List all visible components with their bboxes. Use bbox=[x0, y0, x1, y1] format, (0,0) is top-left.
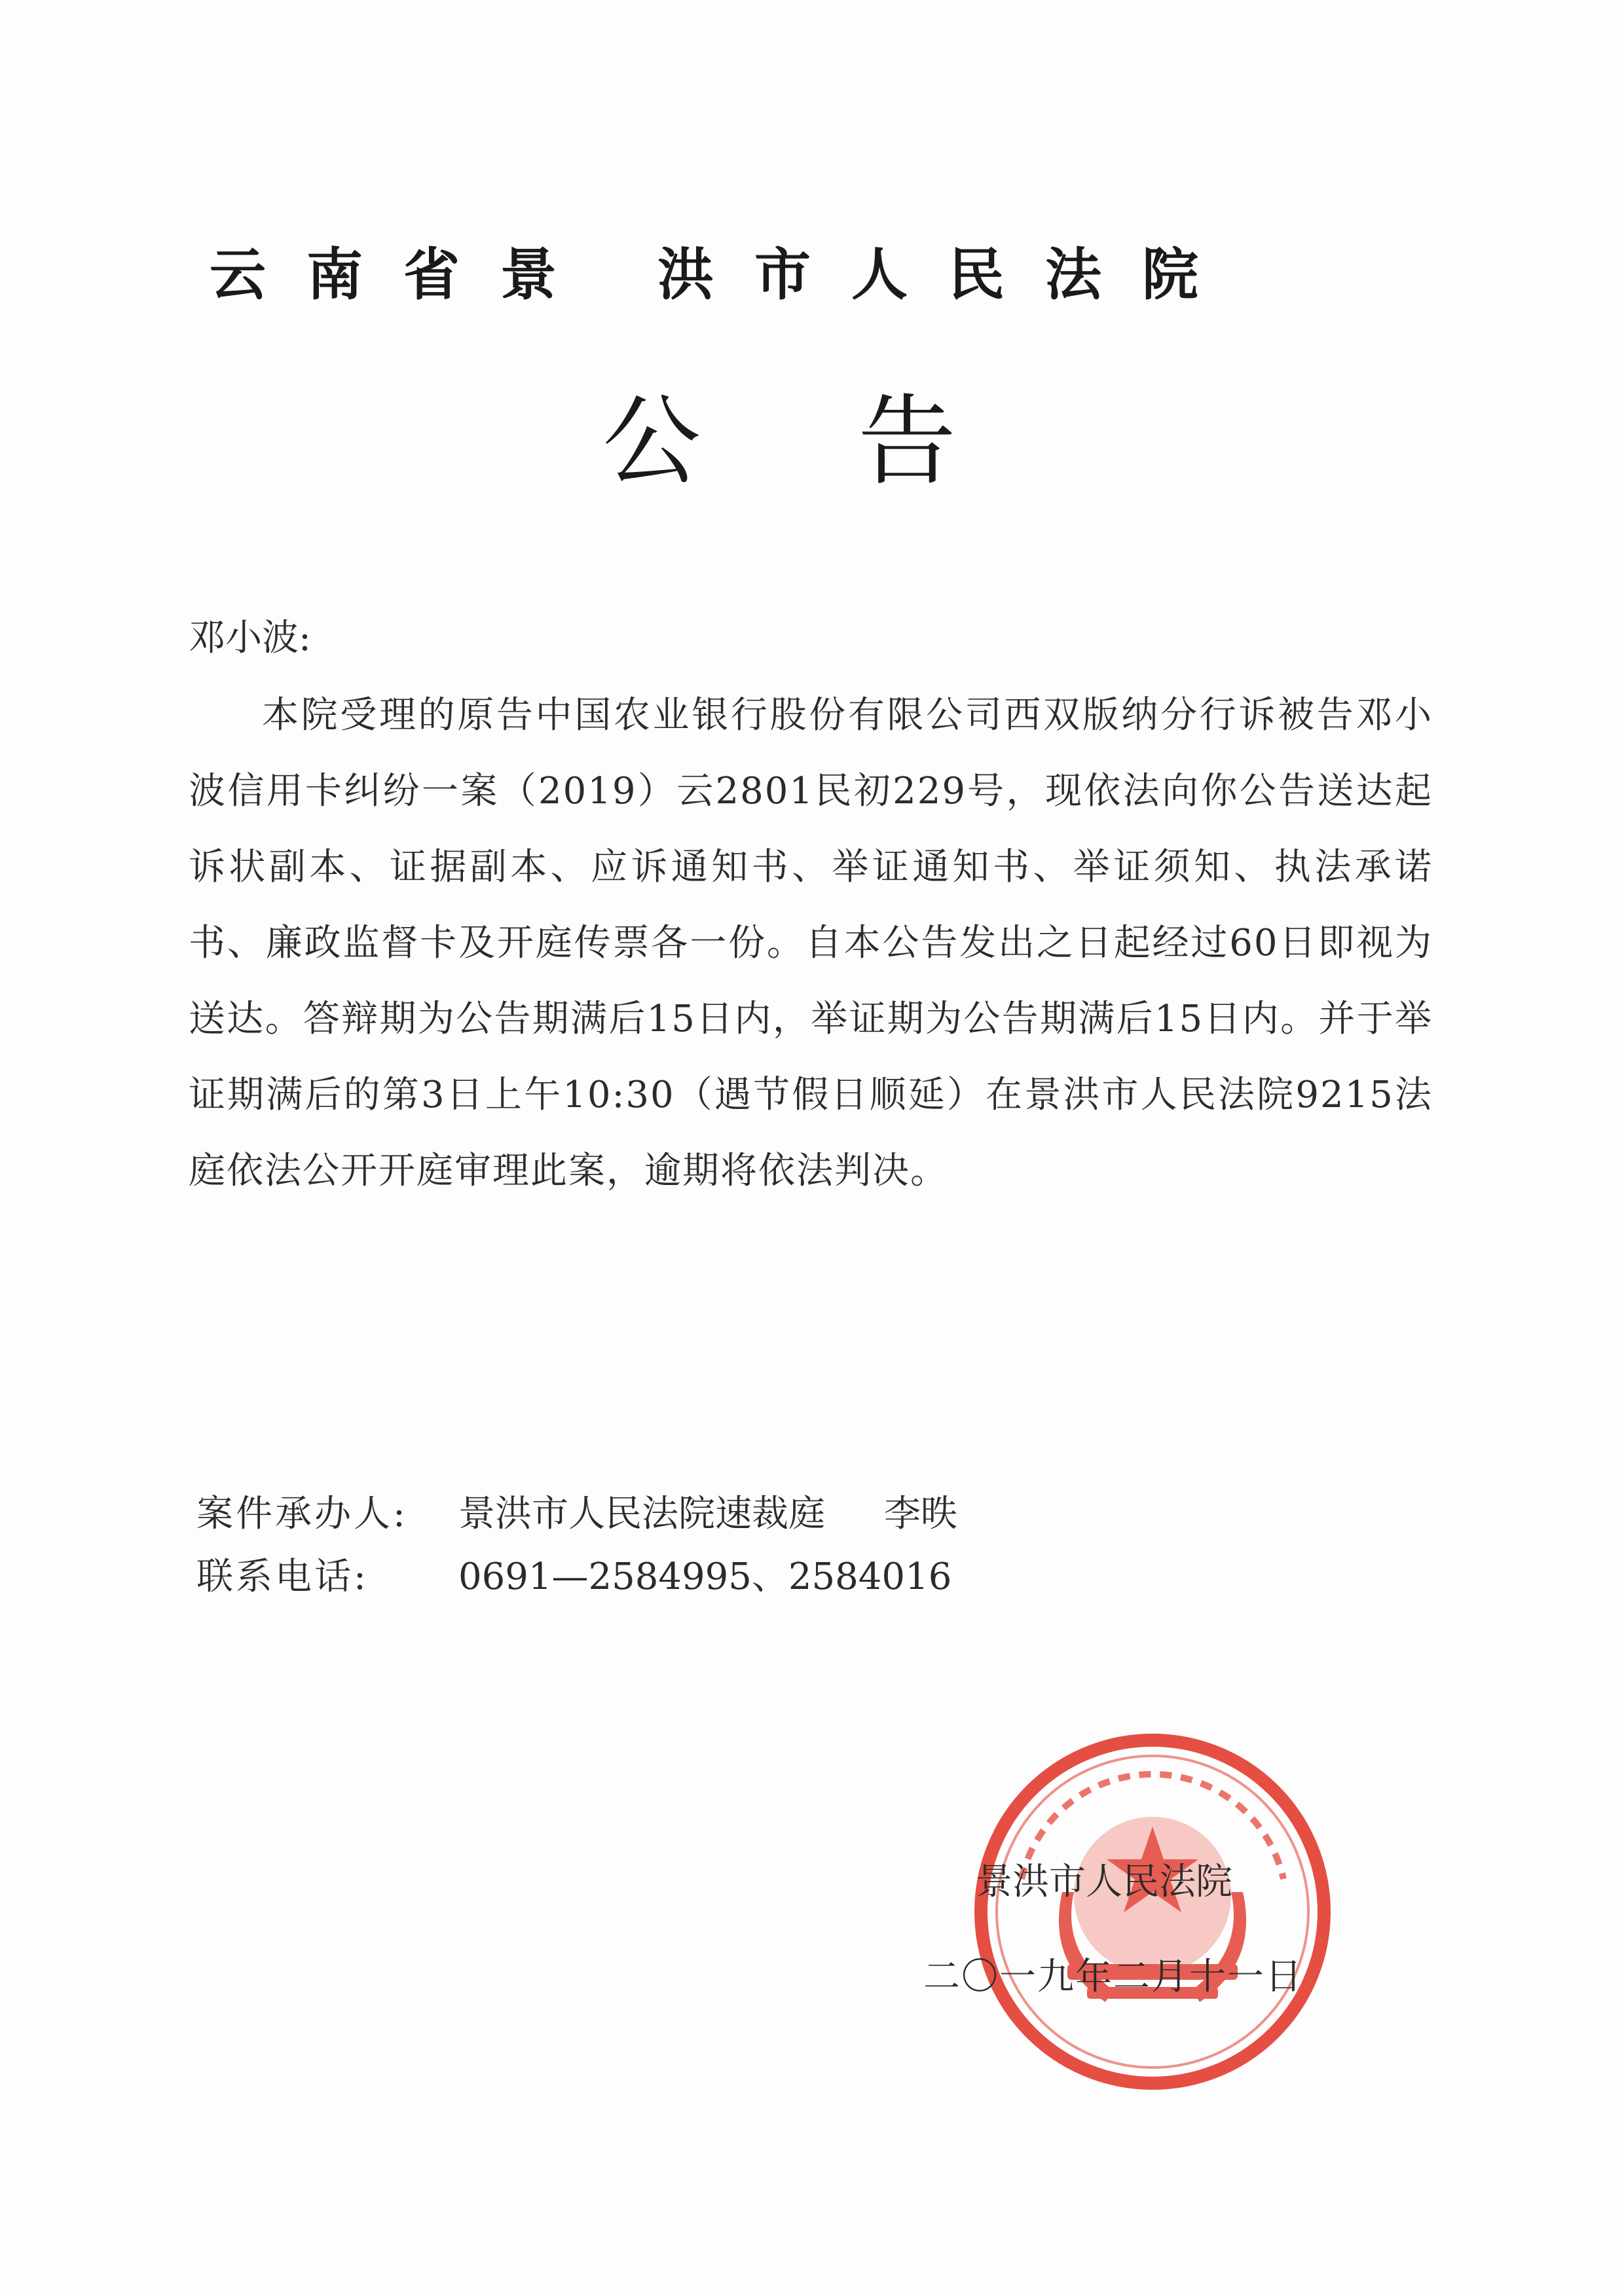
handler-name: 李昳 bbox=[884, 1493, 957, 1535]
handler-label: 案件承办人: bbox=[196, 1493, 408, 1535]
court-name-heading: 云南省景 洪市人民法院 bbox=[210, 242, 1239, 308]
phone-value: 0691—2584995、2584016 bbox=[458, 1556, 952, 1598]
phone-row bbox=[196, 1546, 957, 1609]
notice-body: 本院受理的原告中国农业银行股份有限公司西双版纳分行诉被告邓小波信用卡纠纷一案（2019）云2801民初229号，现依法向你公告送达起诉状副本、证据副本、应诉通知书、举证通知书、举证须知、执法承诺书、廉政监督卡及开庭传票各一份。自本公告发出之日起经过60日即视为送达。答辩期为公告期满后15日内，举证期为公告期满后15日内。并于举证期满后的第3日上午10:30（遇节假日顺延）在景洪市人民法院9215法庭依法公开开庭审理此案，逾期将依法判决。 bbox=[189, 694, 1433, 1192]
court-seal-icon bbox=[969, 1728, 1336, 2095]
phone-label: 联系电话: bbox=[196, 1556, 369, 1598]
contact-block bbox=[196, 1483, 957, 1609]
handler-dept: 景洪市人民法院速裁庭 bbox=[458, 1493, 825, 1535]
addressee: 邓小波: bbox=[189, 617, 311, 659]
handler-row bbox=[196, 1483, 957, 1546]
signing-court: 景洪市人民法院 bbox=[976, 1861, 1232, 1903]
signing-date: 二〇一九年二月十一日 bbox=[923, 1956, 1303, 1998]
document-title: 公告 bbox=[602, 385, 1114, 499]
